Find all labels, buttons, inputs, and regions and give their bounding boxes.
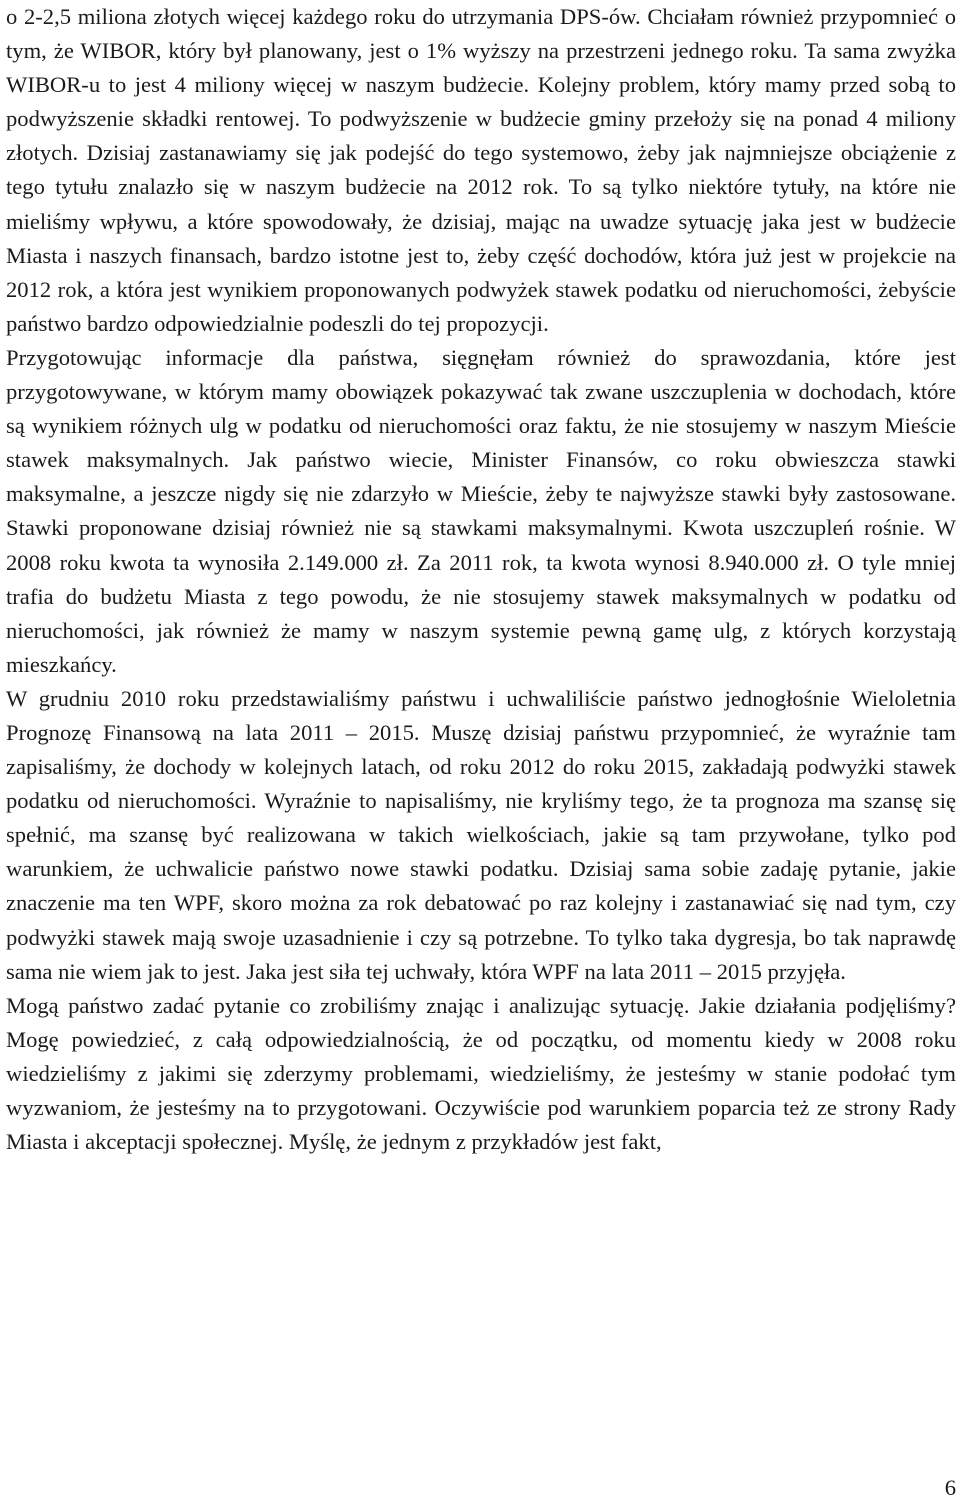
page-number: 6 (944, 1475, 956, 1500)
paragraph-4: Mogą państwo zadać pytanie co zrobiliśmy znając i analizując sytuację. Jakie działania podjęliśmy? Mogę powiedzieć, z całą odpowiedzialnością, że od początku, od momentu kiedy w 2008 roku wiedzieliśmy z jakimi się zderzymy problemami, wiedzieliśmy, że jesteśmy w stanie podołać tym wyzwaniom, że jesteśmy na to przygotowani. Oczywiście pod warunkiem poparcia też ze strony Rady Miasta i akceptacji społecznej. Myślę, że jednym z przykładów jest fakt, (6, 992, 956, 1155)
paragraph-2: Przygotowując informacje dla państwa, sięgnęłam również do sprawozdania, które jest przygotowywane, w którym mamy obowiązek pokazywać tak zwane uszczuplenia w dochodach, które są wynikiem różnych ulg w podatku od nieruchomości oraz faktu, że nie stosujemy w naszym Mieście stawek maksymalnych. Jak państwo wiecie, Minister Finansów, co roku obwieszcza stawki maksymalne, a jeszcze nigdy się nie zdarzyło w Mieście, żeby te najwyższe stawki były zastosowane. Stawki proponowane dzisiaj również nie są stawkami maksymalnymi. Kwota uszczupleń rośnie. W 2008 roku kwota ta wynosiła 2.149.000 zł. Za 2011 rok, ta kwota wynosi 8.940.000 zł. O tyle mniej trafia do budżetu Miasta z tego powodu, że nie stosujemy stawek maksymalnych w podatku od nieruchomości, jak również że mamy w naszym systemie pewną gamę ulg, z których korzystają mieszkańcy. (6, 344, 956, 677)
paragraph-1: o 2-2,5 miliona złotych więcej każdego roku do utrzymania DPS-ów. Chciałam również przypomnieć o tym, że WIBOR, który był planowany, jest o 1% wyższy na przestrzeni jednego roku. Ta sama zwyżka WIBOR-u to jest 4 miliony więcej w naszym budżecie. Kolejny problem, który mamy przed sobą to podwyższenie składki rentowej. To podwyższenie w budżecie gminy przełoży się na ponad 4 miliony złotych. Dzisiaj zastanawiamy się jak podejść do tego systemowo, żeby jak najmniejsze obciążenie z tego tytułu znalazło się w naszym budżecie na 2012 rok. To są tylko niektóre tytuły, na które nie mieliśmy wpływu, a które spowodowały, że dzisiaj, mając na uwadze sytuację jaka jest w budżecie Miasta i naszych finansach, bardzo istotne jest to, żeby część dochodów, która już jest w projekcie na 2012 rok, a która jest wynikiem proponowanych podwyżek stawek podatku od nieruchomości, żebyście państwo bardzo odpowiedzialnie podeszli do tej propozycji. (6, 4, 956, 336)
paragraph-3: W grudniu 2010 roku przedstawialiśmy państwu i uchwaliliście państwo jednogłośnie Wieloletnia Prognozę Finansową na lata 2011 – 2015. Muszę dzisiaj państwu przypomnieć, że wyraźnie tam zapisaliśmy, że dochody w kolejnych latach, od roku 2012 do roku 2015, zakładają podwyżki stawek podatku od nieruchomości. Wyraźnie to napisaliśmy, nie kryliśmy tego, że ta prognoza ma szansę się spełnić, ma szansę być realizowana w takich wielkościach, jakie są tam przywołane, tylko pod warunkiem, że uchwalicie państwo nowe stawki podatku. Dzisiaj sama sobie zadaję pytanie, jakie znaczenie ma ten WPF, skoro można za rok debatować po raz kolejny i zastanawiać się nad tym, czy podwyżki stawek mają swoje uzasadnienie i czy są potrzebne. To tylko taka dygresja, bo tak naprawdę sama nie wiem jak to jest. Jaka jest siła tej uchwały, która WPF na lata 2011 – 2015 przyjęła. (6, 685, 956, 984)
document-page (6, 0, 956, 1159)
